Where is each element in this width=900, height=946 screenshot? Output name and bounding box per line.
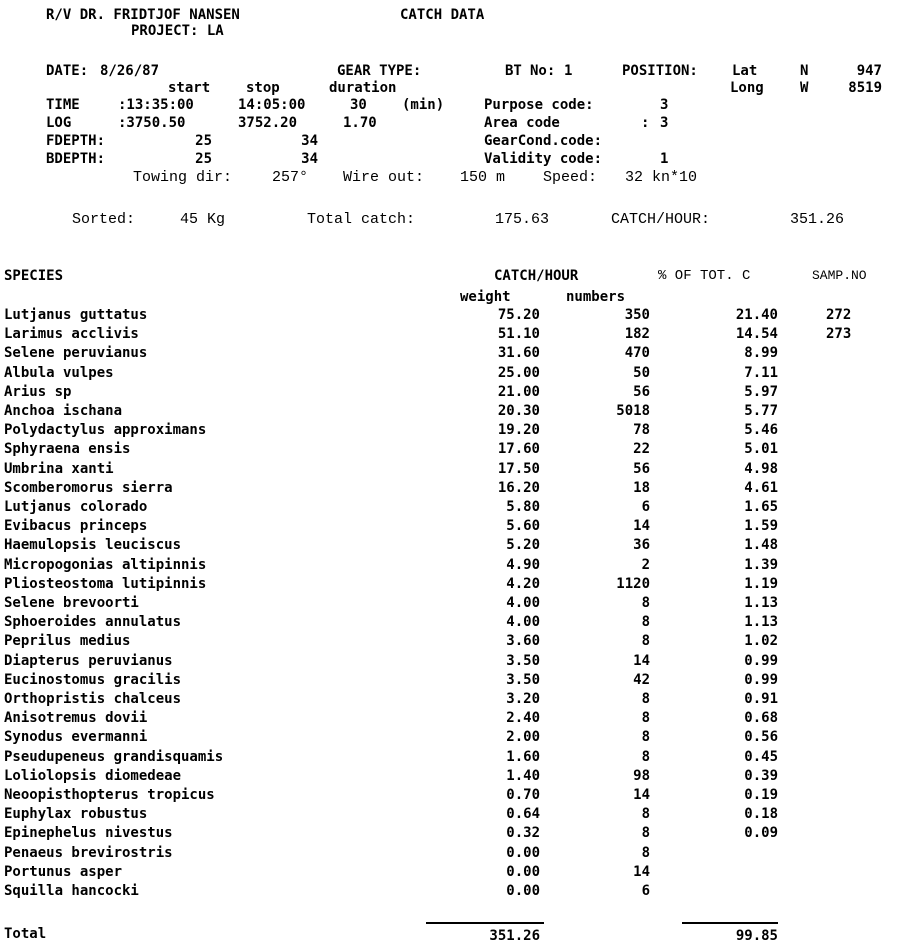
numbers-value: 56 (633, 384, 650, 400)
weight-value: 3.60 (506, 633, 540, 649)
pct-value: 7.11 (744, 365, 778, 381)
numbers-value: 8 (641, 845, 650, 861)
weight-value: 3.50 (506, 672, 540, 688)
samp-no-value: 273 (826, 326, 852, 342)
species-name: Euphylax robustus (4, 806, 148, 822)
numbers-value: 5018 (616, 403, 650, 419)
pct-value: 1.13 (744, 614, 778, 630)
pct-value: 0.99 (744, 653, 778, 669)
weight-value: 51.10 (497, 326, 540, 342)
pct-value: 0.56 (744, 729, 778, 745)
col-stop-header: stop (246, 80, 280, 96)
pct-value: 1.02 (744, 633, 778, 649)
pct-value: 5.97 (744, 384, 778, 400)
pct-value: 1.65 (744, 499, 778, 515)
species-name: Haemulopsis leuciscus (4, 537, 182, 553)
weight-value: 5.20 (506, 537, 540, 553)
weight-value: 4.90 (506, 557, 540, 573)
bdepth-stop: 34 (301, 151, 318, 167)
fdepth-start: 25 (195, 133, 212, 149)
species-name: Larimus acclivis (4, 326, 139, 342)
project-label: PROJECT: LA (131, 23, 224, 39)
date-label: DATE: (46, 63, 89, 79)
weight-value: 31.60 (497, 345, 540, 361)
weight-value: 4.20 (506, 576, 540, 592)
species-name: Anchoa ischana (4, 403, 123, 419)
vessel-name: R/V DR. FRIDTJOF NANSEN (46, 7, 240, 23)
numbers-value: 8 (641, 806, 650, 822)
lat-value: 947 (856, 63, 882, 79)
species-name: Anisotremus dovii (4, 710, 148, 726)
numbers-value: 8 (641, 825, 650, 841)
validity-code-value: 1 (660, 151, 669, 167)
species-name: Neoopisthopterus tropicus (4, 787, 215, 803)
pct-value: 0.09 (744, 825, 778, 841)
species-name: Micropogonias altipinnis (4, 557, 207, 573)
pct-value: 5.01 (744, 441, 778, 457)
weight-value: 21.00 (497, 384, 540, 400)
numbers-value: 470 (624, 345, 650, 361)
pct-value: 5.46 (744, 422, 778, 438)
numbers-value: 22 (633, 441, 650, 457)
species-name: Loliolopsis diomedeae (4, 768, 182, 784)
numbers-value: 8 (641, 614, 650, 630)
species-name: Scomberomorus sierra (4, 480, 173, 496)
species-name: Evibacus princeps (4, 518, 148, 534)
weight-column-header: weight (460, 289, 511, 305)
species-name: Umbrina xanti (4, 461, 114, 477)
numbers-value: 42 (633, 672, 650, 688)
species-name: Sphoeroides annulatus (4, 614, 182, 630)
gear-no-value: 1 (564, 63, 573, 79)
log-start: :3750.50 (118, 115, 186, 131)
time-unit: (min) (402, 97, 445, 113)
total-catch-label: Total catch: (307, 211, 416, 228)
col-start-header: start (168, 80, 211, 96)
lat-label: Lat (732, 63, 758, 79)
numbers-value: 8 (641, 691, 650, 707)
log-stop: 3752.20 (238, 115, 298, 131)
total-row-label: Total (4, 926, 47, 942)
species-name: Portunus asper (4, 864, 123, 880)
weight-value: 0.32 (506, 825, 540, 841)
numbers-value: 8 (641, 633, 650, 649)
area-code-separator: : (641, 115, 650, 131)
weight-value: 16.20 (497, 480, 540, 496)
species-name: Orthopristis chalceus (4, 691, 182, 707)
fdepth-stop: 34 (301, 133, 318, 149)
lat-hemisphere: N (800, 63, 809, 79)
weight-value: 3.20 (506, 691, 540, 707)
time-start: :13:35:00 (118, 97, 194, 113)
wire-out-label: Wire out: (343, 169, 425, 186)
numbers-value: 14 (633, 518, 650, 534)
pct-value: 1.19 (744, 576, 778, 592)
species-name: Eucinostomus gracilis (4, 672, 182, 688)
pct-value: 1.39 (744, 557, 778, 573)
long-value: 8519 (848, 80, 882, 96)
pct-value: 0.99 (744, 672, 778, 688)
pct-value: 1.48 (744, 537, 778, 553)
position-label: POSITION: (622, 63, 698, 79)
weight-value: 75.20 (497, 307, 540, 323)
species-name: Peprilus medius (4, 633, 131, 649)
species-column-header: SPECIES (4, 268, 64, 284)
catch-hour-label: CATCH/HOUR: (611, 211, 711, 228)
numbers-value: 6 (641, 499, 650, 515)
log-label: LOG (46, 115, 72, 131)
fdepth-label: FDEPTH: (46, 133, 106, 149)
numbers-value: 14 (633, 653, 650, 669)
weight-value: 20.30 (497, 403, 540, 419)
gearcond-code-label: GearCond.code: (484, 133, 603, 149)
date-value: 8/26/87 (100, 63, 160, 79)
weight-total-rule (426, 922, 544, 924)
col-duration-header: duration (329, 80, 397, 96)
gear-no-label: No: (530, 63, 556, 79)
wire-out-value: 150 m (460, 169, 506, 186)
sorted-label: Sorted: (72, 211, 136, 228)
pct-value: 0.18 (744, 806, 778, 822)
numbers-value: 350 (624, 307, 650, 323)
weight-value: 0.70 (506, 787, 540, 803)
species-name: Polydactylus approximans (4, 422, 207, 438)
numbers-value: 182 (624, 326, 650, 342)
weight-value: 0.00 (506, 883, 540, 899)
pct-value: 1.13 (744, 595, 778, 611)
time-label: TIME (46, 97, 80, 113)
purpose-code-value: 3 (660, 97, 669, 113)
purpose-code-label: Purpose code: (484, 97, 594, 113)
pct-value: 1.59 (744, 518, 778, 534)
pct-value: 0.19 (744, 787, 778, 803)
pct-value: 0.68 (744, 710, 778, 726)
species-name: Lutjanus colorado (4, 499, 148, 515)
weight-value: 0.00 (506, 864, 540, 880)
total-weight-value: 351.26 (489, 928, 540, 944)
numbers-value: 98 (633, 768, 650, 784)
weight-value: 17.50 (497, 461, 540, 477)
pct-value: 0.91 (744, 691, 778, 707)
samp-no-column-header: SAMP.NO (812, 268, 867, 283)
numbers-value: 50 (633, 365, 650, 381)
species-name: Lutjanus guttatus (4, 307, 148, 323)
numbers-value: 8 (641, 729, 650, 745)
long-hemisphere: W (800, 80, 809, 96)
species-name: Synodus evermanni (4, 729, 148, 745)
weight-value: 0.64 (506, 806, 540, 822)
pct-total-rule (682, 922, 778, 924)
numbers-value: 14 (633, 787, 650, 803)
species-name: Arius sp (4, 384, 72, 400)
numbers-value: 78 (633, 422, 650, 438)
numbers-value: 8 (641, 595, 650, 611)
samp-no-value: 272 (826, 307, 852, 323)
species-name: Diapterus peruvianus (4, 653, 173, 669)
species-name: Selene peruvianus (4, 345, 148, 361)
species-name: Penaeus brevirostris (4, 845, 173, 861)
long-label: Long (730, 80, 764, 96)
total-pct-value: 99.85 (735, 928, 778, 944)
pct-value: 14.54 (735, 326, 778, 342)
towing-dir-value: 257° (272, 169, 309, 186)
pct-value: 5.77 (744, 403, 778, 419)
area-code-value: 3 (660, 115, 669, 131)
numbers-value: 36 (633, 537, 650, 553)
bdepth-label: BDEPTH: (46, 151, 106, 167)
weight-value: 19.20 (497, 422, 540, 438)
numbers-value: 8 (641, 749, 650, 765)
species-name: Pseudupeneus grandisquamis (4, 749, 224, 765)
report-title: CATCH DATA (400, 7, 485, 23)
numbers-value: 8 (641, 710, 650, 726)
weight-value: 1.40 (506, 768, 540, 784)
speed-value: 32 kn*10 (625, 169, 698, 186)
pct-value: 0.39 (744, 768, 778, 784)
pct-value: 0.45 (744, 749, 778, 765)
total-catch-value: 175.63 (495, 211, 550, 228)
numbers-value: 6 (641, 883, 650, 899)
validity-code-label: Validity code: (484, 151, 603, 167)
catch-hour-column-header: CATCH/HOUR (494, 268, 579, 284)
pct-total-column-header: % OF TOT. C (658, 268, 751, 284)
catch-hour-value: 351.26 (790, 211, 845, 228)
weight-value: 25.00 (497, 365, 540, 381)
numbers-column-header: numbers (566, 289, 626, 305)
bdepth-start: 25 (195, 151, 212, 167)
numbers-value: 2 (641, 557, 650, 573)
weight-value: 4.00 (506, 595, 540, 611)
gear-type-value: BT (505, 63, 522, 79)
species-name: Albula vulpes (4, 365, 114, 381)
sorted-value: 45 Kg (180, 211, 226, 228)
weight-value: 2.40 (506, 710, 540, 726)
weight-value: 4.00 (506, 614, 540, 630)
numbers-value: 56 (633, 461, 650, 477)
pct-value: 8.99 (744, 345, 778, 361)
weight-value: 2.00 (506, 729, 540, 745)
species-name: Epinephelus nivestus (4, 825, 173, 841)
weight-value: 17.60 (497, 441, 540, 457)
weight-value: 1.60 (506, 749, 540, 765)
species-name: Selene brevoorti (4, 595, 139, 611)
speed-label: Speed: (543, 169, 598, 186)
weight-value: 5.80 (506, 499, 540, 515)
numbers-value: 18 (633, 480, 650, 496)
time-duration: 30 (350, 97, 367, 113)
time-stop: 14:05:00 (238, 97, 306, 113)
area-code-label: Area code (484, 115, 560, 131)
weight-value: 0.00 (506, 845, 540, 861)
gear-type-label: GEAR TYPE: (337, 63, 422, 79)
weight-value: 5.60 (506, 518, 540, 534)
pct-value: 4.98 (744, 461, 778, 477)
weight-value: 3.50 (506, 653, 540, 669)
pct-value: 4.61 (744, 480, 778, 496)
towing-dir-label: Towing dir: (133, 169, 233, 186)
log-duration: 1.70 (343, 115, 377, 131)
numbers-value: 1120 (616, 576, 650, 592)
numbers-value: 14 (633, 864, 650, 880)
pct-value: 21.40 (735, 307, 778, 323)
species-name: Pliosteostoma lutipinnis (4, 576, 207, 592)
species-name: Squilla hancocki (4, 883, 139, 899)
species-name: Sphyraena ensis (4, 441, 131, 457)
